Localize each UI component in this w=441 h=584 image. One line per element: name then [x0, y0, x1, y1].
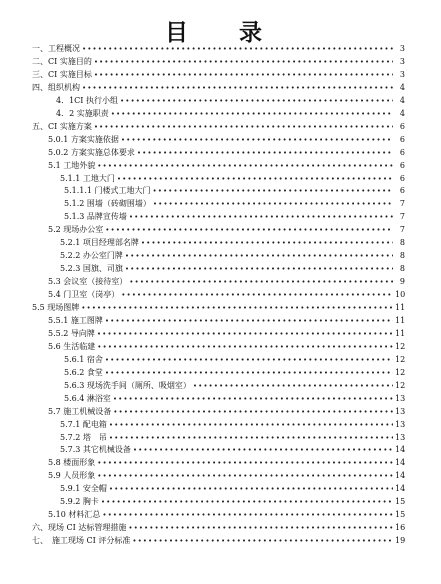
toc-entry-page-number: 10: [395, 290, 406, 300]
toc-entry-page-number: 15: [395, 497, 406, 507]
dot-leader: [102, 510, 393, 520]
toc-entry: [48, 314, 405, 326]
dot-leader: [105, 316, 393, 326]
toc-entry: [64, 210, 405, 222]
dot-leader: [81, 303, 393, 313]
toc-entry: [60, 495, 405, 507]
dot-leader: [109, 433, 393, 443]
dot-leader: [94, 70, 393, 80]
toc-entry: [32, 68, 405, 80]
toc-entry-page-number: 8: [399, 264, 405, 274]
dot-leader: [121, 290, 393, 300]
toc-entry-page-number: 7: [399, 212, 405, 222]
toc-entry: [60, 262, 405, 274]
toc-entry-page-number: 11: [395, 328, 406, 338]
toc-entry-label: 5.1.3 品牌宣传墙: [64, 212, 127, 222]
dot-leader: [82, 83, 393, 93]
toc-entry-label: 5.1.1.1 门楼式工地大门: [64, 186, 151, 196]
dot-leader: [113, 394, 393, 404]
dot-leader: [193, 381, 393, 391]
dot-leader: [128, 523, 393, 533]
toc-entry-label: 5.8 楼面形象: [48, 458, 96, 468]
dot-leader: [109, 484, 393, 494]
dot-leader: [120, 96, 393, 106]
toc-entry-page-number: 6: [399, 147, 405, 157]
toc-entry-page-number: 13: [395, 419, 406, 429]
dot-leader: [132, 536, 393, 546]
toc-entry: [64, 379, 405, 391]
toc-entry: [32, 120, 405, 132]
toc-entry-page-number: 19: [395, 536, 406, 546]
toc-entry-page-number: 4: [399, 108, 405, 118]
toc-entry: [64, 353, 405, 365]
toc-entry-label: 5.9.2 胸卡: [60, 497, 99, 507]
toc-entry-label: 5.1.1 工地大门: [60, 173, 115, 183]
toc-entry-label: 六、现场 CI 达标管理措施: [32, 523, 127, 533]
toc-entry: [48, 405, 405, 417]
toc-entry: [64, 392, 405, 404]
dot-leader: [105, 355, 393, 365]
toc-entry: [32, 521, 405, 533]
toc-entry-page-number: 6: [399, 160, 405, 170]
toc-entry: [32, 81, 405, 93]
toc-entry-page-number: 11: [395, 315, 406, 325]
toc-entry-label: 5.2.2 办公室门牌: [60, 251, 123, 261]
toc-entry: [64, 184, 405, 196]
dot-leader: [129, 277, 393, 287]
toc-entry-label: 5.4 门卫室（岗亭）: [48, 290, 120, 300]
toc-entry-page-number: 3: [399, 69, 405, 79]
toc-entry-label: 5.6.2 食堂: [64, 367, 103, 377]
dot-leader: [129, 212, 393, 222]
dot-leader: [97, 458, 393, 468]
toc-entry: [48, 159, 405, 171]
toc-entry: [48, 456, 405, 468]
toc-entry-page-number: 12: [395, 354, 406, 364]
dot-leader: [105, 225, 393, 235]
toc-entry-page-number: 12: [395, 367, 406, 377]
toc-entry-page-number: 13: [395, 406, 406, 416]
toc-entry-label: 5.5.1 施工图牌: [48, 315, 103, 325]
toc-entry: [48, 469, 405, 481]
toc-entry-label: 4．1CI 执行小组: [56, 95, 119, 105]
toc-entry: [60, 249, 405, 261]
toc-entry: [60, 431, 405, 443]
toc-entry-label: 5.7 施工机械设备: [48, 406, 112, 416]
toc-entry-label: 5.9 人员形象: [48, 471, 96, 481]
toc-entry-page-number: 13: [395, 432, 406, 442]
toc-entry-page-number: 8: [399, 251, 405, 261]
dot-leader: [125, 251, 393, 261]
dot-leader: [97, 342, 393, 352]
toc-entry: [32, 42, 405, 54]
dot-leader: [94, 122, 393, 132]
toc-entry-page-number: 14: [395, 484, 406, 494]
toc-entry-page-number: 14: [395, 471, 406, 481]
toc-entry-label: 5.10 材料汇总: [48, 510, 101, 520]
dot-leader: [97, 161, 393, 171]
toc-entry-page-number: 14: [395, 458, 406, 468]
dot-leader: [137, 148, 393, 158]
toc-entry-label: 5.3 会议室（接待室）: [48, 277, 128, 287]
toc-entry: [48, 223, 405, 235]
toc-entry-label: 5.6.4 淋浴室: [64, 393, 111, 403]
dot-leader: [121, 135, 393, 145]
dot-leader: [153, 199, 393, 209]
toc-entry-label: 5.5 现场图牌: [32, 303, 80, 312]
toc-entry: [64, 197, 405, 209]
toc-entry-label: 5.5.2 导向牌: [48, 328, 95, 338]
dot-leader: [97, 471, 393, 481]
toc-entry-page-number: 15: [395, 510, 406, 520]
toc-entry: [48, 288, 405, 300]
toc-entry-label: 5.7.1 配电箱: [60, 419, 107, 429]
toc-entry-label: 5.1.2 围墙（砖砌围墙）: [64, 199, 151, 209]
dot-leader: [94, 57, 393, 67]
toc-entry-page-number: 6: [399, 121, 405, 131]
toc-entry: [60, 172, 405, 184]
toc-entry: [64, 366, 405, 378]
toc-entry-label: 七、 施工现场 CI 评分标准: [32, 536, 131, 546]
toc-entry-label: 5.1 工地外貌: [48, 160, 96, 170]
toc-entry-label: 5.2.1 项目经理部名牌: [60, 238, 139, 248]
toc-entry-label: 5.9.1 安全帽: [60, 484, 107, 494]
toc-entry: [32, 534, 405, 546]
toc-entry-label: 二、CI 实施目的: [32, 56, 92, 66]
dot-leader: [141, 238, 393, 248]
toc-entry-label: 四、组织机构: [32, 82, 80, 92]
toc-entry: [60, 418, 405, 430]
toc-entry: [56, 94, 405, 106]
toc-entry-page-number: 6: [399, 173, 405, 183]
toc-entry-label: 5.0.1 方案实施依据: [48, 134, 119, 144]
toc-entry-page-number: 7: [399, 225, 405, 235]
toc-entry-page-number: 4: [399, 82, 405, 92]
toc-entry: [48, 133, 405, 145]
toc-entry-page-number: 14: [395, 445, 406, 455]
toc-entry: [48, 275, 405, 287]
toc-entry-page-number: 16: [395, 523, 406, 533]
toc-entry: [32, 301, 405, 313]
toc-entry-page-number: 6: [399, 186, 405, 196]
toc-entry-label: 5.7.3 其它机械设备: [60, 445, 131, 455]
toc-entry-label: 5.6 生活临建: [48, 341, 96, 351]
toc-entry-label: 5.0.2 方案实施总体要求: [48, 147, 135, 157]
toc-entry-page-number: 7: [399, 199, 405, 209]
toc-entry-label: 五、CI 实施方案: [32, 121, 92, 131]
toc-entry: [56, 107, 405, 119]
dot-leader: [82, 44, 393, 54]
toc-entry-page-number: 6: [399, 134, 405, 144]
dot-leader: [111, 109, 393, 119]
toc-entry-label: 5.2 现场办公室: [48, 225, 104, 235]
dot-leader: [113, 407, 393, 417]
dot-leader: [117, 174, 393, 184]
toc-entry: [48, 340, 405, 352]
toc-entry: [60, 443, 405, 455]
dot-leader: [133, 445, 393, 455]
dot-leader: [153, 186, 393, 196]
toc-entry-page-number: 12: [395, 341, 406, 351]
page-title: 目 录: [165, 19, 276, 46]
toc-entry-label: 5.2.3 国旗、司旗: [60, 264, 123, 274]
toc-entry-label: 5.7.2 塔 吊: [60, 432, 107, 442]
toc-entry-page-number: 3: [399, 44, 405, 53]
toc-entry-page-number: 9: [399, 277, 405, 287]
toc-entry-label: 4．2 实施职责: [56, 108, 109, 118]
dot-leader: [125, 264, 393, 274]
toc-entry: [48, 327, 405, 339]
toc-entry: [60, 236, 405, 248]
toc-entry-label: 一、工程概况: [32, 44, 80, 53]
toc-entry-page-number: 12: [395, 380, 406, 390]
toc-entry-page-number: 3: [399, 56, 405, 66]
toc-entry: [32, 55, 405, 67]
toc-entry-label: 5.6.3 现场洗手间（厕所、吸烟室）: [64, 380, 191, 390]
dot-leader: [97, 329, 393, 339]
dot-leader: [101, 497, 393, 507]
dot-leader: [109, 420, 393, 430]
toc-entry: [48, 508, 405, 520]
toc-entry-page-number: 8: [399, 238, 405, 248]
toc-entry-label: 5.6.1 宿舍: [64, 354, 103, 364]
dot-leader: [105, 368, 393, 378]
toc-entry: [60, 482, 405, 494]
toc-entry-page-number: 11: [395, 303, 406, 312]
toc-entry-page-number: 4: [399, 95, 405, 105]
toc-entry-page-number: 13: [395, 393, 406, 403]
toc-entry-label: 三、CI 实施目标: [32, 69, 92, 79]
toc-entry: [48, 146, 405, 158]
